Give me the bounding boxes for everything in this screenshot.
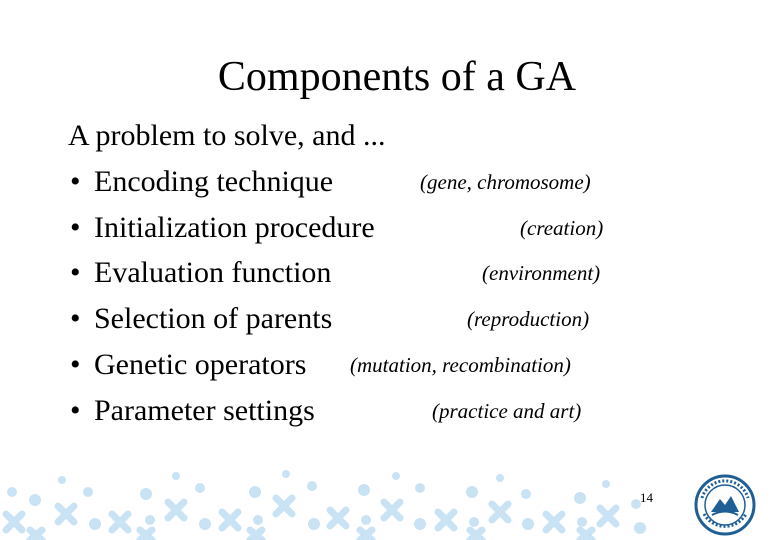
item-label: Encoding technique (94, 165, 334, 198)
item-label: Evaluation function (94, 256, 332, 289)
list-item (0, 345, 780, 391)
page-number: 14 (640, 490, 653, 505)
list-item (0, 253, 780, 299)
list-item (0, 299, 780, 345)
list-item (0, 162, 780, 208)
item-note: (reproduction) (467, 307, 590, 331)
university-seal-icon (694, 474, 756, 536)
item-note: (creation) (520, 216, 604, 240)
footer-pattern-icon (0, 462, 690, 540)
bullet-icon: • (70, 256, 81, 289)
item-label: Initialization procedure (94, 211, 375, 244)
bullet-icon: • (70, 394, 81, 427)
slide-intro: A problem to solve, and ... (68, 119, 386, 152)
bullet-icon: • (70, 165, 81, 198)
item-label: Genetic operators (94, 348, 307, 381)
item-note: (gene, chromosome) (420, 170, 591, 194)
item-label: Selection of parents (94, 302, 333, 335)
item-note: (mutation, recombination) (350, 353, 571, 377)
item-note: (environment) (482, 261, 601, 285)
list-item (0, 208, 780, 254)
bullet-icon: • (70, 211, 81, 244)
item-note: (practice and art) (432, 399, 582, 423)
slide-title: Components of a GA (217, 54, 577, 100)
bullet-icon: • (70, 348, 81, 381)
bullet-icon: • (70, 302, 81, 335)
item-label: Parameter settings (94, 394, 315, 427)
list-item (0, 391, 780, 437)
